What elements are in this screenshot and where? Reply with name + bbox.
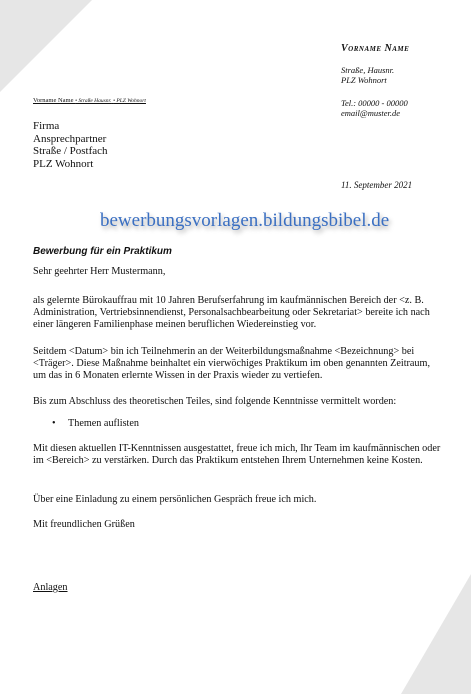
sender-address <box>341 65 394 85</box>
bullet-icon: • <box>52 418 56 429</box>
paragraph-invitation: Über eine Einladung zu einem persönlichen Gespräch freue ich mich. <box>33 494 317 505</box>
skills-list-item <box>52 418 139 430</box>
corner-decoration-bottom-right <box>401 574 471 694</box>
recipient-street: Straße / Postfach <box>33 145 108 157</box>
return-street: • Straße Hausnr. <box>75 98 112 104</box>
sender-street: Straße, Hausnr. <box>341 65 395 75</box>
skills-list-item-label: Themen auflisten <box>68 418 140 429</box>
return-city: • PLZ Wohnort <box>113 98 146 104</box>
paragraph-motivation: Mit diesen aktuellen IT-Kenntnissen ausgestattet, freue ich mich, Ihr Team im kaufmännischen oder im <Bereich> zu verstärken. Durch das Praktikum entstehen Ihrem Unternehmen keine Kosten. <box>33 443 441 466</box>
watermark: bewerbungsvorlagen.bildungsbibel.de <box>100 210 390 231</box>
letter-subject: Bewerbung für ein Praktikum <box>33 246 172 257</box>
recipient-company: Firma <box>33 120 60 132</box>
recipient-address <box>33 120 108 170</box>
paragraph-training: Seitdem <Datum> bin ich Teilnehmerin an der Weiterbildungsmaßnahme <Bezeichnung> bei <Träger>. Diese Maßnahme beinhaltet ein vierwöchiges Praktikum im oben genannten Zeitraum, um das in 6 Monaten erlernte Wissen in der Praxis wieder zu vertiefen. <box>33 346 430 381</box>
recipient-contact-person: Ansprechpartner <box>33 132 107 145</box>
corner-decoration-top-left <box>0 0 92 92</box>
sender-contact <box>341 98 408 118</box>
return-address-line <box>33 97 146 104</box>
sender-tel: Tel.: 00000 - 00000 <box>341 98 408 108</box>
letter-date: 11. September 2021 <box>341 180 413 190</box>
salutation: Sehr geehrter Herr Mustermann, <box>33 266 166 277</box>
closing: Mit freundlichen Grüßen <box>33 519 135 530</box>
attachments-label: Anlagen <box>33 582 68 593</box>
sender-email: email@muster.de <box>341 108 401 118</box>
recipient-city: PLZ Wohnort <box>33 157 94 170</box>
sender-city: PLZ Wohnort <box>341 75 387 85</box>
paragraph-intro: als gelernte Bürokauffrau mit 10 Jahren Berufserfahrung im kaufmännischen Bereich der <z. B. Administration, Vertriebsinnendienst, Personalsachbearbeitung oder Sekretariat> bereite ich nach einer längeren Familienphase meinen beruflichen Wiedereinstieg vor. <box>33 295 430 330</box>
return-name: Vorname Name <box>33 97 74 104</box>
paragraph-skills: Bis zum Abschluss des theoretischen Teiles, sind folgende Kenntnisse vermittelt worden: <box>33 396 397 407</box>
sender-name: Vorname Name <box>341 43 410 54</box>
